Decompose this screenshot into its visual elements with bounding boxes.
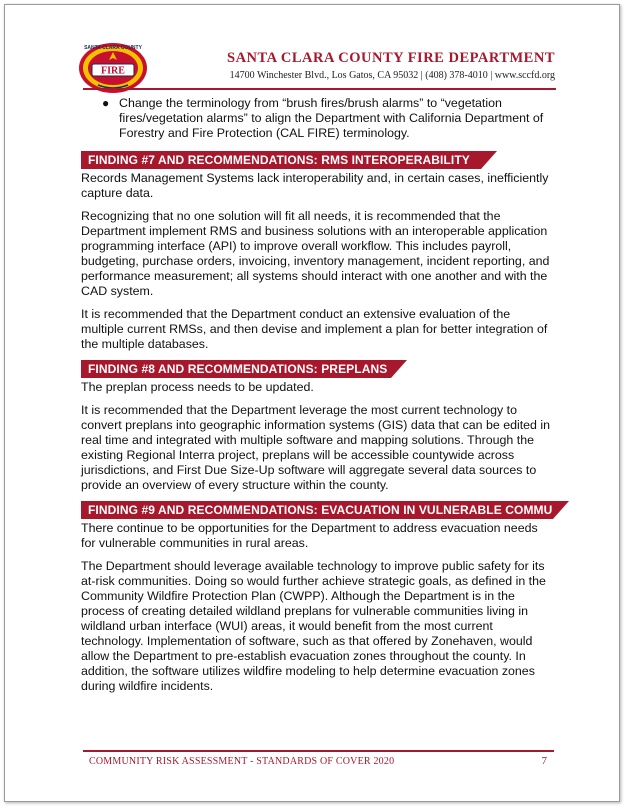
finding-7-paragraph-1: Records Management Systems lack interoperability and, in certain cases, inefficiently capture data. xyxy=(81,171,549,200)
list-item xyxy=(81,96,553,141)
finding-8-paragraph-2: It is recommended that the Department leverage the most current technology to convert preplans into geographic information systems (GIS) data that can be edited in real time and integrated with multiple software and mapping solutions. Through the existing Regional Interra project, preplans will be accessible countywide across jurisdictions, and First Due Size-Up software will aggregate several data sources to provide an overview of every structure within the county. xyxy=(81,403,551,492)
footer-divider xyxy=(83,750,554,752)
finding-9-paragraph-2: The Department should leverage available technology to improve public safety for its at-risk communities. Doing so would further achieve strategic goals, as defined in the Community Wildfire Protection Plan (CWPP). Although the Department is in the process of creating detailed wildland preplans for vulnerable communities living in wildland urban interface (WUI) areas, it would benefit from the most current technology. Implementation of software, such as that offered by Zonehaven, would allow the Department to pre-establish evacuation zones throughout the county. In addition, the software utilizes wildfire modeling to help determine evacuation zones during wildfire incidents. xyxy=(81,559,546,693)
finding-8-heading: FINDING #8 AND RECOMMENDATIONS: PREPLANS xyxy=(81,360,391,378)
bullet-icon: ● xyxy=(102,96,110,110)
page xyxy=(4,4,620,802)
footer-title: COMMUNITY RISK ASSESSMENT - STANDARDS OF COVER 2020 xyxy=(89,756,395,767)
finding-7-paragraph-2: Recognizing that no one solution will fit all needs, it is recommended that the Department implement RMS and business solutions with an interoperable application programming interface (API) to improve overall workflow. This includes payroll, budgeting, purchase orders, invoicing, inventory management, incident reporting, and performance measurement; all systems should interact with one another and with the CAD system. xyxy=(81,209,550,298)
fire-department-logo xyxy=(76,41,150,95)
page-number: 7 xyxy=(541,755,547,767)
logo-top-text: SANTA CLARA COUNTY xyxy=(84,45,142,51)
bullet-text: Change the terminology from “brush fires/brush alarms” to “vegetation fires/vegetation alarms” to align the Department with California Department of Forestry and Fire Protection (CAL FIRE) terminology. xyxy=(119,96,544,140)
finding-9-heading: FINDING #9 AND RECOMMENDATIONS: EVACUATION IN VULNERABLE COMMUNITIES xyxy=(81,501,553,519)
finding-8-paragraph-1: The preplan process needs to be updated. xyxy=(81,380,314,394)
logo-center-text: FIRE xyxy=(101,65,125,77)
page-body xyxy=(81,96,592,702)
department-address: 14700 Winchester Blvd., Los Gatos, CA 95032 | (408) 378-4010 | www.sccfd.org xyxy=(229,70,555,81)
finding-7-heading: FINDING #7 AND RECOMMENDATIONS: RMS INTEROPERABILITY xyxy=(81,151,481,169)
header-divider xyxy=(83,88,556,90)
finding-9-paragraph-1: There continue to be opportunities for the Department to address evacuation needs for vulnerable communities in rural areas. xyxy=(81,521,538,550)
department-name: SANTA CLARA COUNTY FIRE DEPARTMENT xyxy=(227,50,555,66)
finding-7-paragraph-3: It is recommended that the Department conduct an extensive evaluation of the multiple current RMSs, and then devise and implement a plan for better integration of the multiple databases. xyxy=(81,307,548,351)
